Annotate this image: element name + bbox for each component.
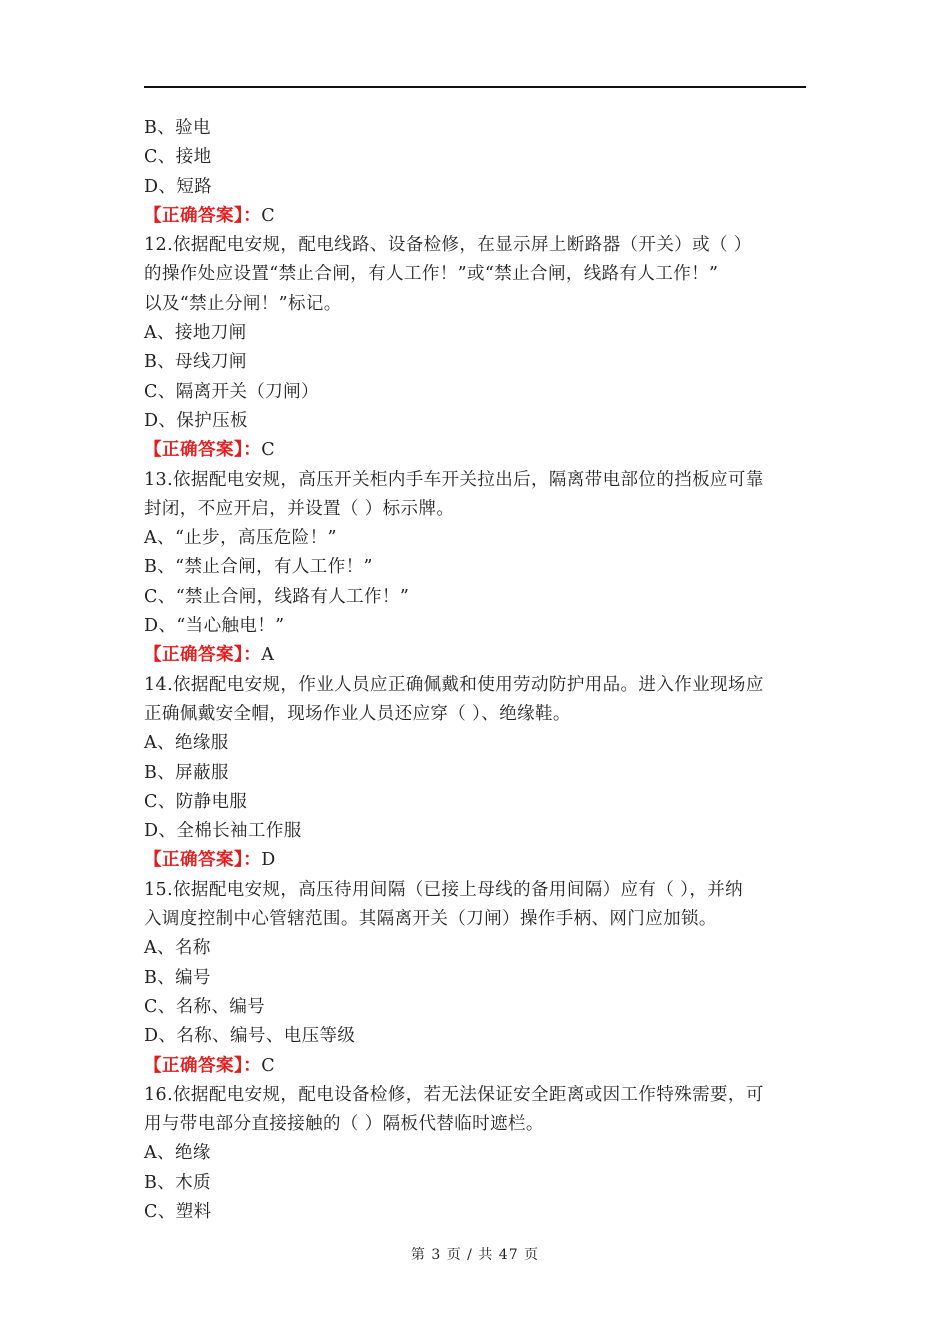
answer-line [144, 202, 806, 231]
answer-line [144, 846, 806, 875]
text-line: A、绝缘 [144, 1143, 211, 1164]
answer-value: D [261, 850, 276, 871]
text-line: D、保护压板 [144, 410, 248, 431]
text-line: 15.依据配电安规，高压待用间隔（已接上母线的备用间隔）应有（ ），并纳 [144, 879, 744, 900]
answer-label: 【正确答案】： [144, 645, 262, 666]
text-line: D、“当心触电！” [144, 616, 285, 637]
page-footer: 第 3 页 / 共 47 页 [410, 1247, 540, 1263]
header-rule [144, 86, 806, 88]
answer-label: 【正确答案】： [144, 850, 262, 871]
answer-value: C [261, 1055, 276, 1076]
text-line: B、木质 [144, 1172, 211, 1193]
text-line: 用与带电部分直接接触的（ ）隔板代替临时遮栏。 [144, 1114, 544, 1135]
text-line: C、防静电服 [144, 791, 248, 812]
text-line: C、名称、编号 [144, 996, 266, 1017]
text-line: A、绝缘服 [144, 733, 229, 754]
answer-label: 【正确答案】： [144, 205, 262, 226]
text-line: D、全棉长袖工作服 [144, 821, 302, 842]
text-line: B、编号 [144, 967, 211, 988]
answer-value: C [261, 205, 276, 226]
text-line: 13.依据配电安规，高压开关柜内手车开关拉出后，隔离带电部位的挡板应可靠 [144, 469, 764, 490]
text-line: A、“止步，高压危险！” [144, 528, 337, 549]
text-line: C、接地 [144, 147, 212, 168]
answer-label: 【正确答案】： [144, 440, 262, 461]
text-line: B、母线刀闸 [144, 352, 247, 373]
answer-value: A [261, 645, 275, 666]
answer-label: 【正确答案】： [144, 1055, 262, 1076]
answer-line [144, 1052, 806, 1081]
text-line: A、接地刀闸 [144, 323, 247, 344]
text-line: B、屏蔽服 [144, 762, 229, 783]
text-line: 以及“禁止分闸！”标记。 [144, 293, 342, 314]
text-line: D、短路 [144, 176, 213, 197]
answer-value: C [261, 440, 276, 461]
text-line: B、验电 [144, 118, 211, 138]
text-line: A、名称 [144, 938, 211, 959]
text-line: 封闭，不应开启，并设置（ ）标示牌。 [144, 498, 455, 519]
text-line: 的操作处应设置“禁止合闸，有人工作！”或“禁止合闸，线路有人工作！” [144, 264, 719, 285]
text-line: B、“禁止合闸，有人工作！” [144, 557, 373, 578]
text-line: 16.依据配电安规，配电设备检修，若无法保证安全距离或因工作特殊需要，可 [144, 1084, 764, 1105]
text-line: C、塑料 [144, 1201, 212, 1222]
text-line: 正确佩戴安全帽，现场作业人员还应穿（ ）、绝缘鞋。 [144, 703, 571, 724]
answer-line [144, 436, 806, 465]
page-content [144, 114, 806, 1227]
text-line: 12.依据配电安规，配电线路、设备检修，在显示屏上断路器（开关）或（ ） [144, 235, 752, 256]
answer-line [144, 641, 806, 670]
text-line: C、隔离开关（刀闸） [144, 381, 319, 402]
text-line: D、名称、编号、电压等级 [144, 1026, 356, 1047]
text-line: 入调度控制中心管辖范围。其隔离开关（刀闸）操作手柄、网门应加锁。 [144, 909, 717, 930]
text-line: C、“禁止合闸，线路有人工作！” [144, 586, 410, 607]
text-line: 14.依据配电安规，作业人员应正确佩戴和使用劳动防护用品。进入作业现场应 [144, 674, 764, 695]
